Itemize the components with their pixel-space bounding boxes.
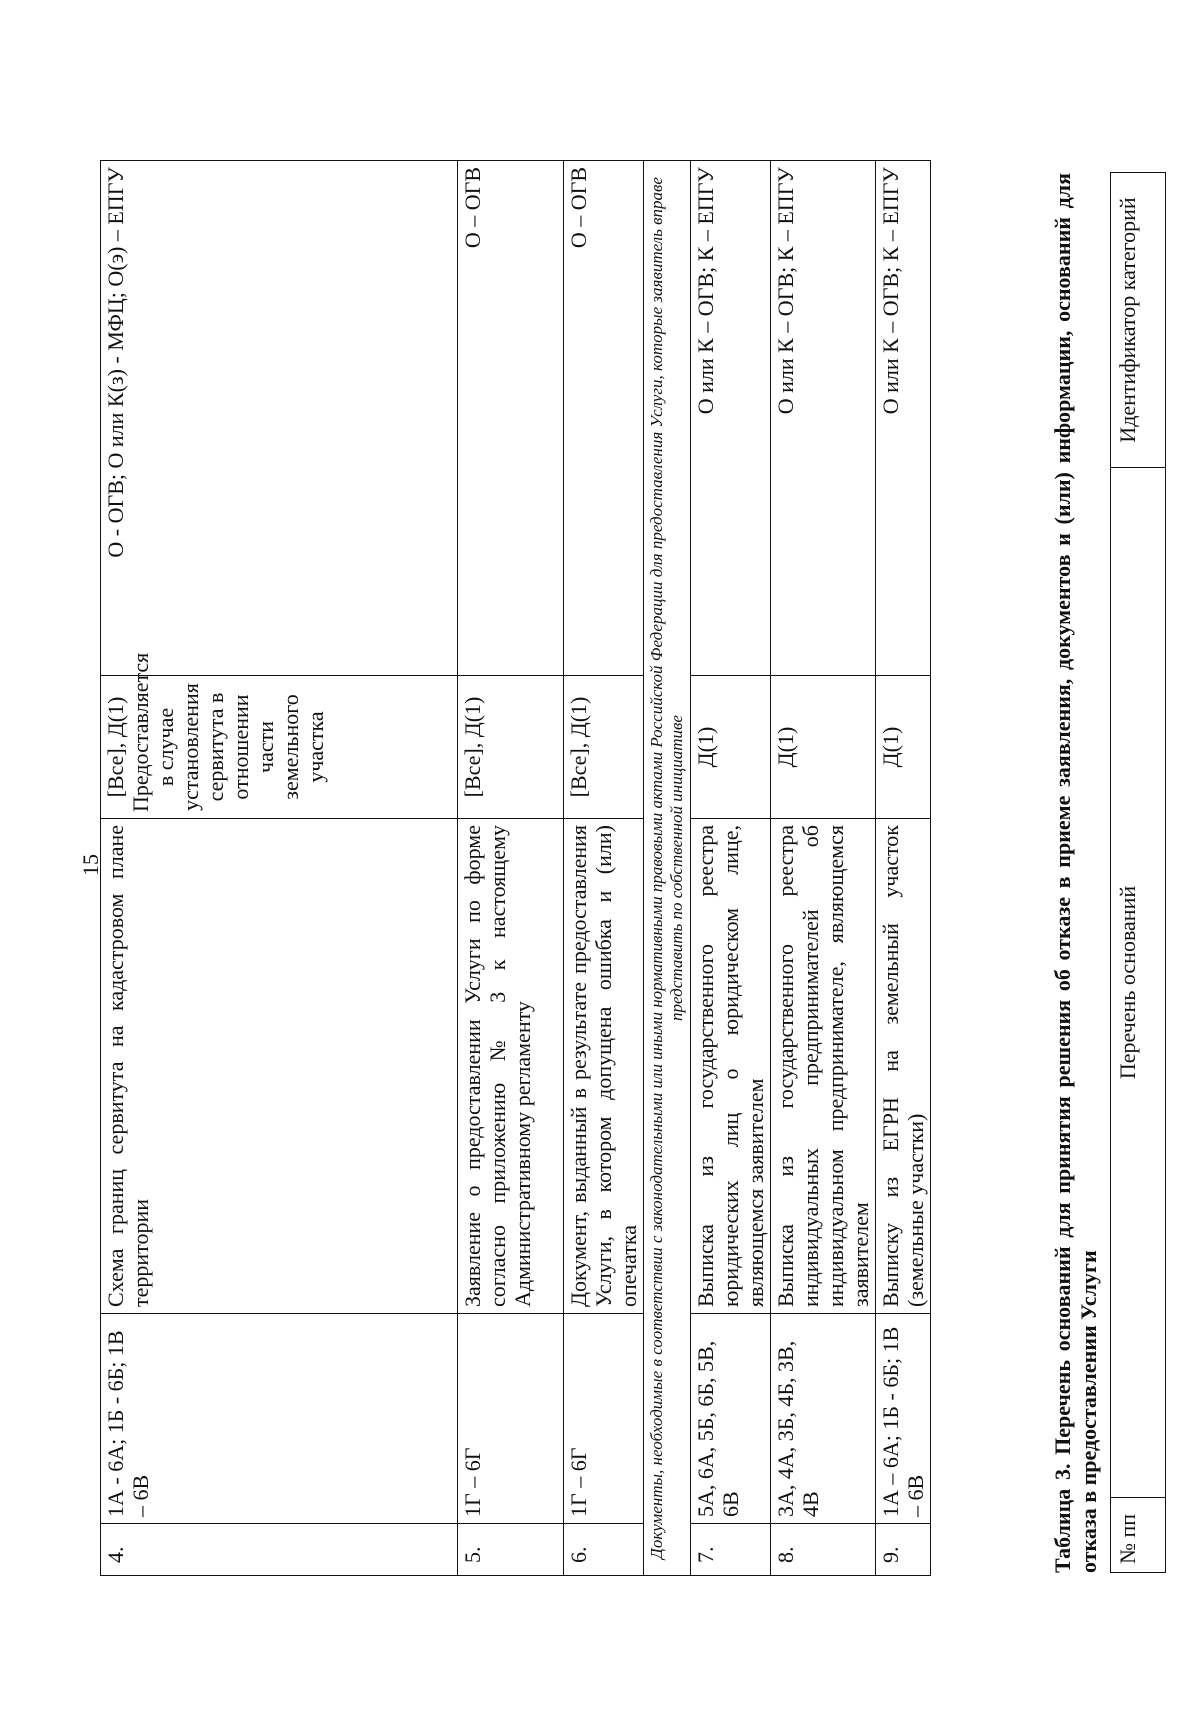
row-document-name: Схема границ сервитута на кадастровом плане территории	[101, 819, 458, 1314]
section-note: Документы, необходимые в соответствии с законодательными или иными нормативными правовыми актами Российской Федерации для предоставления Услуги, которые заявитель вправе представить по собственной инициативе	[644, 161, 691, 1576]
documents-table	[100, 160, 931, 1576]
row-condition: Д(1)	[771, 676, 876, 819]
header-reasons: Перечень оснований	[1111, 468, 1166, 1498]
row-submission-form: О или К – ОГВ; К – ЕПГУ	[876, 161, 931, 676]
table-3-header	[1110, 172, 1166, 1573]
table-row	[458, 161, 564, 1576]
table-3-header-row	[1111, 173, 1166, 1573]
row-condition: Д(1)	[691, 676, 771, 819]
page-number: 15	[78, 854, 103, 876]
table-row	[876, 161, 931, 1576]
header-identifier: Идентификатор категорий	[1111, 173, 1166, 468]
row-number: 9.	[876, 1524, 931, 1576]
section-note-row	[644, 161, 691, 1576]
row-document-name: Выписка из государственного реестра индивидуальных предпринимателей об индивидуальном предпринимателе, являющемся заявителем	[771, 819, 876, 1314]
row-submission-form: О – ОГВ	[458, 161, 564, 676]
row-condition: [Все], Д(1) Предоставляется в случае установления сервитута в отношении части земельного участка	[101, 676, 458, 819]
row-categories: 3А, 4А, 3Б, 4Б, 3В, 4В	[771, 1314, 876, 1524]
row-categories: 5А, 6А, 5Б, 6Б, 5В, 6В	[691, 1314, 771, 1524]
row-categories: 1Г – 6Г	[458, 1314, 564, 1524]
row-submission-form: О – ОГВ	[564, 161, 644, 676]
row-submission-form: О или К – ОГВ; К – ЕПГУ	[691, 161, 771, 676]
row-document-name: Документ, выданный в результате предоставления Услуги, в котором допущена ошибка и (или) опечатка	[564, 819, 644, 1314]
row-categories: 1А – 6А; 1Б - 6Б; 1В – 6В	[876, 1314, 931, 1524]
row-condition: [Все], Д(1)	[564, 676, 644, 819]
row-number: 4.	[101, 1524, 458, 1576]
row-condition: [Все], Д(1)	[458, 676, 564, 819]
header-num: № пп	[1111, 1498, 1166, 1573]
row-categories: 1Г – 6Г	[564, 1314, 644, 1524]
table-3-title: Таблица 3. Перечень оснований для принятия решения об отказе в приеме заявления, документов и (или) информации, оснований для отказа в предоставлении Услуги	[1050, 173, 1101, 1573]
row-number: 7.	[691, 1524, 771, 1576]
table-row	[101, 161, 458, 1576]
row-document-name: Выписку из ЕГРН на земельный участок (земельные участки)	[876, 819, 931, 1314]
row-submission-form: О или К – ОГВ; К – ЕПГУ	[771, 161, 876, 676]
table-row	[771, 161, 876, 1576]
table-row	[564, 161, 644, 1576]
row-document-name: Заявление о предоставлении Услуги по форме согласно приложению № 3 к настоящему Административному регламенту	[458, 819, 564, 1314]
row-document-name: Выписка из государственного реестра юридических лиц о юридическом лице, являющемся заявителем	[691, 819, 771, 1314]
row-number: 5.	[458, 1524, 564, 1576]
row-condition: Д(1)	[876, 676, 931, 819]
row-submission-form: О - ОГВ; О или К(з) - МФЦ; О(э) – ЕПГУ	[101, 161, 458, 676]
row-categories: 1А - 6А; 1Б - 6Б; 1В – 6В	[101, 1314, 458, 1524]
row-number: 6.	[564, 1524, 644, 1576]
table-row	[691, 161, 771, 1576]
row-number: 8.	[771, 1524, 876, 1576]
